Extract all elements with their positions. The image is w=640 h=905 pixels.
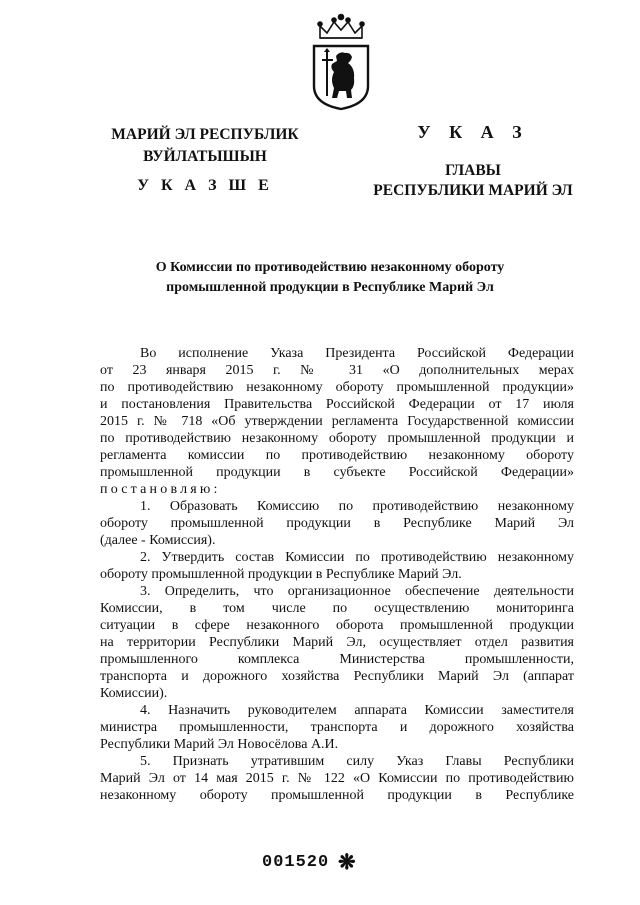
header-right-line-2: РЕСПУБЛИКИ МАРИЙ ЭЛ xyxy=(373,182,573,199)
body-line: 1. Образовать Комиссию по противодействию незаконному xyxy=(140,499,574,514)
body-line: министра промышленности, транспорта и дорожного хозяйства xyxy=(100,720,574,735)
body-line: по противодействию незаконному обороту промышленной продукции» xyxy=(100,380,574,395)
body-line: на территории Республики Марий Эл, осуществляет отдел развития xyxy=(100,635,574,650)
body-line: 2015 г. № 718 «Об утверждении регламента Государственной комиссии xyxy=(100,414,574,429)
title-line: О Комиссии по противодействию незаконному обороту xyxy=(155,260,505,275)
header-left-line-2: ВУЙЛАТЫШЫН xyxy=(143,148,267,165)
body-line: 5. Признать утратившим силу Указ Главы Республики xyxy=(140,754,574,769)
body-line: по противодействию незаконному обороту промышленной продукции и xyxy=(100,431,574,446)
body-line: 2. Утвердить состав Комиссии по противодействию незаконному xyxy=(140,550,574,565)
document-number: 001520 xyxy=(262,853,330,872)
title-line: промышленной продукции в Республике Марий Эл xyxy=(166,280,494,295)
body-line: обороту промышленной продукции в Республике Марий Эл xyxy=(100,516,574,531)
body-line: постановляю: xyxy=(100,482,221,497)
header-left-line-1: МАРИЙ ЭЛ РЕСПУБЛИК xyxy=(111,126,299,143)
body-line: и постановления Правительства Российской Федерации от 17 июля xyxy=(100,397,574,412)
body-line: Комиссии, в том числе по осуществлению мониторинга xyxy=(100,601,574,616)
body-line: транспорта и дорожного хозяйства Республики Марий Эл (аппарат xyxy=(100,669,574,684)
header-right-decree: У К А З xyxy=(417,122,529,142)
footer-mark: ❋ xyxy=(338,850,356,874)
body-line: промышленного комплекса Министерства промышленности, xyxy=(100,652,574,667)
body-line: промышленной продукции в субъекте Российской Федерации» xyxy=(100,465,574,480)
body-line: Республики Марий Эл Новосёлова А.И. xyxy=(100,737,339,752)
body-line: 4. Назначить руководителем аппарата Комиссии заместителя xyxy=(140,703,574,718)
body-line: ситуации в сфере незаконного оборота промышленной продукции xyxy=(100,618,574,633)
body-line: 3. Определить, что организационное обеспечение деятельности xyxy=(140,584,574,599)
document-title xyxy=(120,258,540,298)
header-right-line-1: ГЛАВЫ xyxy=(445,162,501,179)
body-line: обороту промышленной продукции в Республике Марий Эл. xyxy=(100,567,462,582)
body-line: незаконному обороту промышленной продукции в Республике xyxy=(100,788,574,803)
body-line: Во исполнение Указа Президента Российской Федерации xyxy=(140,346,574,361)
header-left-decree: У К А З Ш Е xyxy=(137,177,273,194)
body-line: Марий Эл от 14 мая 2015 г. № 122 «О Комиссии по противодействию xyxy=(100,771,574,786)
body-line: Комиссии). xyxy=(100,686,168,701)
body-line: (далее - Комиссия). xyxy=(100,533,216,548)
body-line: от 23 января 2015 г. № 31 «О дополнительных мерах xyxy=(100,363,574,378)
coat-of-arms-icon xyxy=(306,8,376,112)
body-line: регламента комиссии по противодействию незаконному обороту xyxy=(100,448,574,463)
